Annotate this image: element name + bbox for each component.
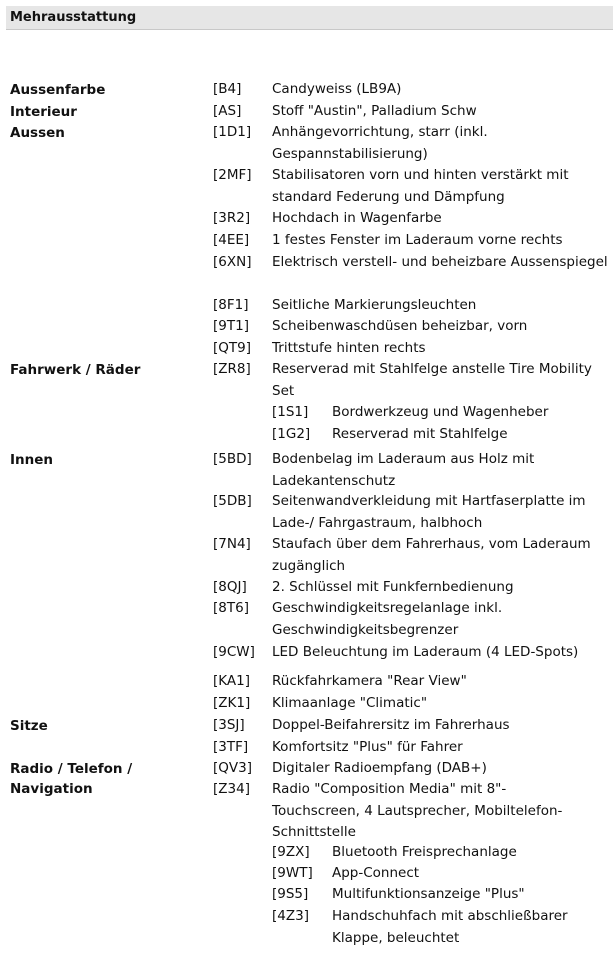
option-description: Stabilisatoren vorn und hinten verstärkt mit standard Federung und Dämpfung (272, 167, 569, 205)
option-description: Elektrisch verstell- und beheizbare Aussenspiegel (272, 254, 608, 270)
option-code: [Z34] (213, 781, 250, 797)
category-interieur: Interieur (10, 104, 77, 120)
option-code: [QT9] (213, 340, 251, 356)
category-fahrwerk-raeder: Fahrwerk / Räder (10, 362, 141, 378)
option-code: [9ZX] (272, 844, 310, 860)
option-code: [ZK1] (213, 695, 251, 711)
option-description: Bluetooth Freisprechanlage (332, 844, 517, 860)
option-description: App-Connect (332, 865, 420, 881)
option-description: Candyweiss (LB9A) (272, 81, 402, 97)
option-code: [7N4] (213, 536, 251, 552)
option-description: Seitliche Markierungsleuchten (272, 297, 477, 313)
option-description: Komfortsitz "Plus" für Fahrer (272, 739, 463, 755)
option-code: [5DB] (213, 493, 252, 509)
option-code: [3TF] (213, 739, 249, 755)
option-description: Anhängevorrichtung, starr (inkl. Gespannstabilisierung) (272, 124, 488, 162)
option-code: [QV3] (213, 760, 252, 776)
category-radio-telefon: Radio / Telefon / (10, 761, 133, 777)
option-code: [3SJ] (213, 717, 245, 733)
option-description: Trittstufe hinten rechts (272, 340, 426, 356)
option-description: Handschuhfach mit abschließbarer Klappe, beleuchtet (332, 908, 568, 946)
option-description: 1 festes Fenster im Laderaum vorne rechts (272, 232, 563, 248)
option-code: [8F1] (213, 297, 249, 313)
option-description: Radio "Composition Media" mit 8"-Touchscreen, 4 Lautsprecher, Mobiltelefon-Schnittstelle (272, 781, 563, 840)
option-description: Klimaanlage "Climatic" (272, 695, 428, 711)
section-title: Mehrausstattung (10, 10, 137, 25)
option-description: Scheibenwaschdüsen beheizbar, vorn (272, 318, 528, 334)
option-description: Seitenwandverkleidung mit Hartfaserplatte im Lade-/ Fahrgastraum, halbhoch (272, 493, 586, 531)
option-description: Reserverad mit Stahlfelge anstelle Tire Mobility Set (272, 361, 592, 399)
option-description: LED Beleuchtung im Laderaum (4 LED-Spots) (272, 644, 579, 660)
option-description: Staufach über dem Fahrerhaus, vom Laderaum zugänglich (272, 536, 591, 574)
option-description: Bodenbelag im Laderaum aus Holz mit Ladekantenschutz (272, 451, 535, 489)
category-sitze: Sitze (10, 718, 48, 734)
section-header (6, 6, 613, 30)
option-description: Bordwerkzeug und Wagenheber (332, 404, 549, 420)
option-code: [9T1] (213, 318, 249, 334)
category-innen: Innen (10, 452, 54, 468)
option-code: [9WT] (272, 865, 313, 881)
option-description: Stoff "Austin", Palladium Schw (272, 103, 477, 119)
option-description: Hochdach in Wagenfarbe (272, 210, 442, 226)
option-code: [9S5] (272, 886, 309, 902)
option-description: Multifunktionsanzeige "Plus" (332, 886, 525, 902)
option-description: Rückfahrkamera "Rear View" (272, 673, 467, 689)
option-description: Digitaler Radioempfang (DAB+) (272, 760, 487, 776)
option-code: [KA1] (213, 673, 250, 689)
category-aussen: Aussen (10, 125, 65, 141)
option-description: Doppel-Beifahrersitz im Fahrerhaus (272, 717, 510, 733)
option-code: [1S1] (272, 404, 309, 420)
option-code: [4EE] (213, 232, 250, 248)
option-code: [3R2] (213, 210, 251, 226)
option-description: 2. Schlüssel mit Funkfernbedienung (272, 579, 514, 595)
option-code: [1D1] (213, 124, 252, 140)
option-description: Reserverad mit Stahlfelge (332, 426, 508, 442)
option-code: [AS] (213, 103, 242, 119)
option-code: [ZR8] (213, 361, 251, 377)
option-code: [8T6] (213, 600, 249, 616)
option-code: [2MF] (213, 167, 252, 183)
option-code: [8QJ] (213, 579, 247, 595)
option-code: [5BD] (213, 451, 252, 467)
option-code: [9CW] (213, 644, 255, 660)
option-description: Geschwindigkeitsregelanlage inkl. Geschwindigkeitsbegrenzer (272, 600, 503, 638)
category-aussenfarbe: Aussenfarbe (10, 82, 106, 98)
option-code: [6XN] (213, 254, 252, 270)
option-code: [4Z3] (272, 908, 309, 924)
option-code: [1G2] (272, 426, 311, 442)
option-code: [B4] (213, 81, 242, 97)
category-navigation: Navigation (10, 781, 93, 797)
